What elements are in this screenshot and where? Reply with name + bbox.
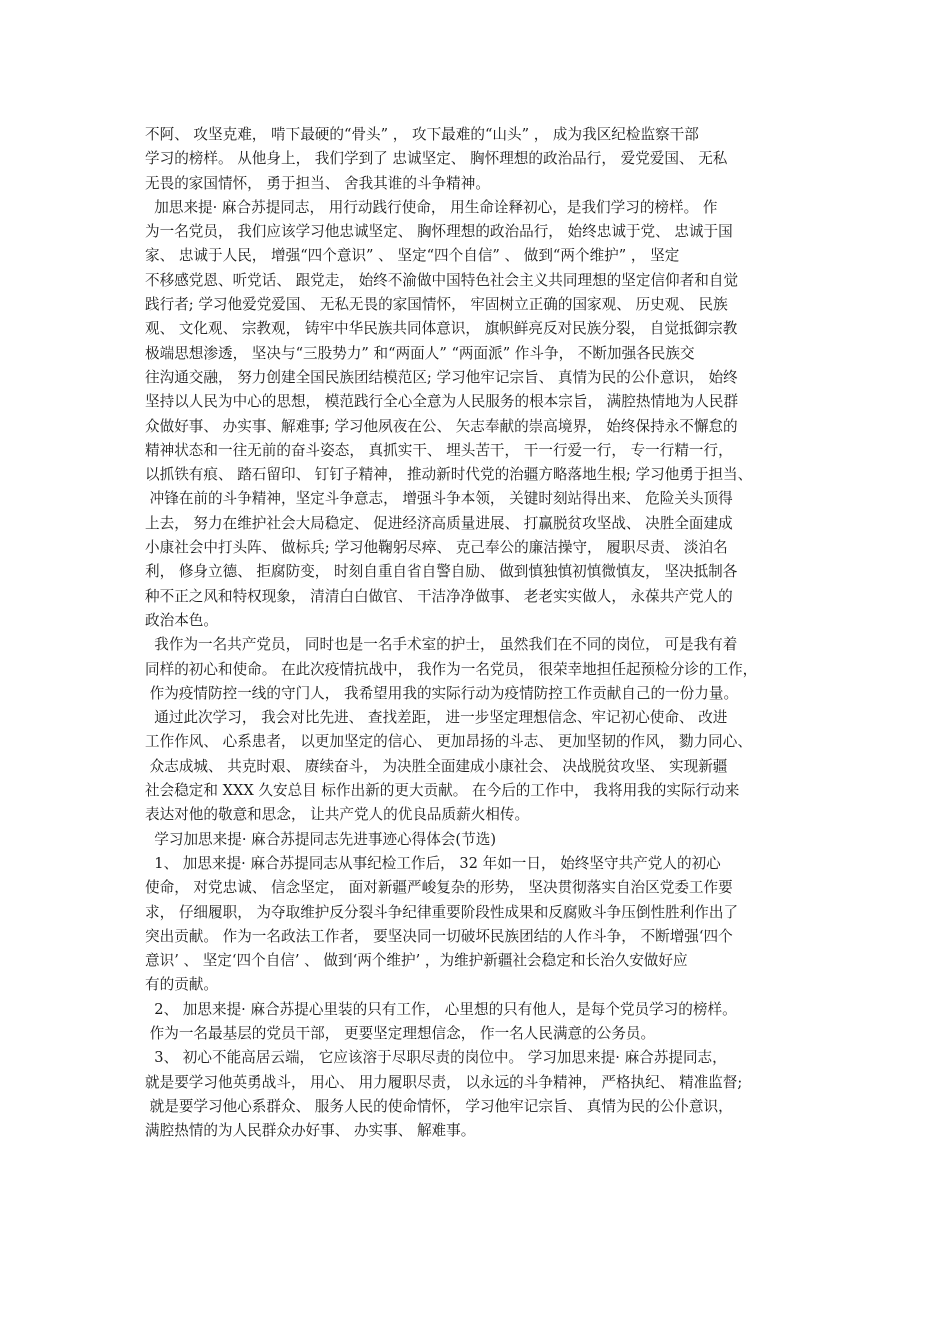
text-line: 突出贡献。 作为一名政法工作者， 要坚决同一切破坏民族团结的人作斗争， 不断增强‘四个: [145, 927, 733, 945]
text-line: 以抓铁有痕、 踏石留印、 钉钉子精神， 推动新时代党的治疆方略落地生根; 学习他勇于担当、: [145, 466, 753, 484]
text-line: 作为疫情防控一线的守门人， 我希望用我的实际行动为疫情防控工作贡献自己的一份力量。: [145, 684, 739, 702]
text-line: 众志成城、 共克时艰、 赓续奋斗， 为决胜全面建成小康社会、 决战脱贫攻坚、 实现新疆: [145, 757, 728, 775]
text-line: 践行者; 学习他爱党爱国、 无私无畏的家国情怀， 牢固树立正确的国家观、 历史观、 民族: [145, 296, 728, 314]
text-line: 加思来提· 麻合苏提同志， 用行动践行使命， 用生命诠释初心，是我们学习的榜样。 作: [145, 198, 718, 216]
text-line: 作为一名最基层的党员干部， 更要坚定理想信念， 作一名人民满意的公务员。: [145, 1024, 656, 1042]
text-line: 学习加思来提· 麻合苏提同志先进事迹心得体会(节选): [145, 830, 497, 848]
text-line: 众做好事、 办实事、解难事; 学习他夙夜在公、 矢志奉献的崇高境界， 始终保持永不懈怠的: [145, 417, 738, 435]
text-line: 往沟通交融， 努力创建全国民族团结模范区; 学习他牢记宗旨、 真情为民的公仆意识， 始终: [145, 368, 738, 386]
text-line: 家、 忠诚于人民， 增强“四个意识” 、 坚定“四个自信” 、 做到“两个维护” ， 坚定: [145, 247, 680, 265]
text-line: 不移感党恩、听党话、 跟党走， 始终不渝做中国特色社会主义共同理想的坚定信仰者和自觉: [145, 271, 739, 289]
text-line: 就是要学习他英勇战斗， 用心、 用力履职尽责， 以永远的斗争精神， 严格执纪、 精准监督;: [145, 1073, 743, 1091]
text-line: 小康社会中打头阵、 做标兵; 学习他鞠躬尽瘁、 克己奉公的廉洁操守， 履职尽责、 淡泊名: [145, 539, 728, 557]
text-line: 政治本色。: [145, 611, 218, 629]
text-line: 精神状态和一往无前的奋斗姿态， 真抓实干、 埋头苦干， 干一行爱一行， 专一行精一行，: [145, 441, 733, 459]
text-line: 坚持以人民为中心的思想， 模范践行全心全意为人民服务的根本宗旨， 满腔热情地为人民群: [145, 393, 739, 411]
text-line: 1、 加思来提· 麻合苏提同志从事纪检工作后， 32 年如一日， 始终坚守共产党人的初心: [145, 854, 721, 872]
text-line: 冲锋在前的斗争精神，坚定斗争意志， 增强斗争本领， 关键时刻站得出来、 危险关头顶得: [145, 490, 733, 508]
text-line: 不阿、 攻坚克难， 啃下最硬的“骨头” ， 攻下最难的“山头” ， 成为我区纪检监察干部: [145, 126, 699, 143]
text-line: 为一名党员， 我们应该学习他忠诚坚定、 胸怀理想的政治品行， 始终忠诚于党、 忠诚于国: [145, 223, 733, 241]
text-line: 2、 加思来提· 麻合苏提心里装的只有工作， 心里想的只有他人，是每个党员学习的榜样。: [145, 1000, 737, 1018]
document-body: [145, 123, 817, 1143]
text-line: 利， 修身立德、 拒腐防变， 时刻自重自省自警自励、 做到慎独慎初慎微慎友， 坚决抵制各: [145, 563, 738, 581]
text-line: 求， 仔细履职， 为夺取维护反分裂斗争纪律重要阶段性成果和反腐败斗争压倒性胜利作出了: [145, 903, 739, 921]
text-line: 就是要学习他心系群众、 服务人民的使命情怀， 学习他牢记宗旨、 真情为民的公仆意识，: [145, 1097, 733, 1115]
text-line: 通过此次学习， 我会对比先进、 查找差距， 进一步坚定理想信念、牢记初心使命、 改进: [145, 709, 728, 727]
text-line: 有的贡献。: [145, 976, 218, 994]
text-line: 无畏的家国情怀， 勇于担当、 舍我其谁的斗争精神。: [145, 174, 490, 192]
text-line: 使命， 对党忠诚、 信念坚定， 面对新疆严峻复杂的形势， 坚决贯彻落实自治区党委工作要: [145, 879, 733, 897]
text-line: 工作作风、 心系患者， 以更加坚定的信心、 更加昂扬的斗志、 更加坚韧的作风， 勠力同心、: [145, 733, 752, 751]
text-line: 我作为一名共产党员， 同时也是一名手术室的护士， 虽然我们在不同的岗位， 可是我有着: [145, 636, 738, 654]
text-line: 3、 初心不能高居云端， 它应该溶于尽职尽责的岗位中。 学习加思来提· 麻合苏提同志，: [145, 1049, 727, 1067]
text-line: 极端思想渗透， 坚决与“三股势力” 和“两面人” “两面派” 作斗争， 不断加强各民族交: [145, 344, 695, 362]
text-line: 意识’ 、 坚定‘四个自信’ 、 做到‘两个维护’ ，为维护新疆社会稳定和长治久安做好应: [145, 952, 688, 970]
text-line: 学习的榜样。 从他身上， 我们学到了 忠诚坚定、 胸怀理想的政治品行， 爱党爱国、 无私: [145, 150, 728, 168]
text-line: 种不正之风和特权现象， 清清白白做官、 干洁净净做事、 老老实实做人， 永葆共产党人的: [145, 587, 733, 605]
text-line: 上去， 努力在维护社会大局稳定、 促进经济高质量进展、 打赢脱贫攻坚战、 决胜全面建成: [145, 514, 733, 532]
text-line: 观、 文化观、 宗教观， 铸牢中华民族共同体意识， 旗帜鲜亮反对民族分裂， 自觉抵御宗教: [145, 320, 738, 338]
text-line: 满腔热情的为人民群众办好事、 办实事、 解难事。: [145, 1122, 476, 1140]
text-line: 同样的初心和使命。 在此次疫情抗战中， 我作为一名党员， 很荣幸地担任起预检分诊的工作，: [145, 660, 758, 678]
text-line: 表达对他的敬意和思念， 让共产党人的优良品质薪火相传。: [145, 806, 530, 824]
text-line: 社会稳定和 XXX 久安总目 标作出新的更大贡献。 在今后的工作中， 我将用我的实际行动来: [145, 782, 740, 800]
